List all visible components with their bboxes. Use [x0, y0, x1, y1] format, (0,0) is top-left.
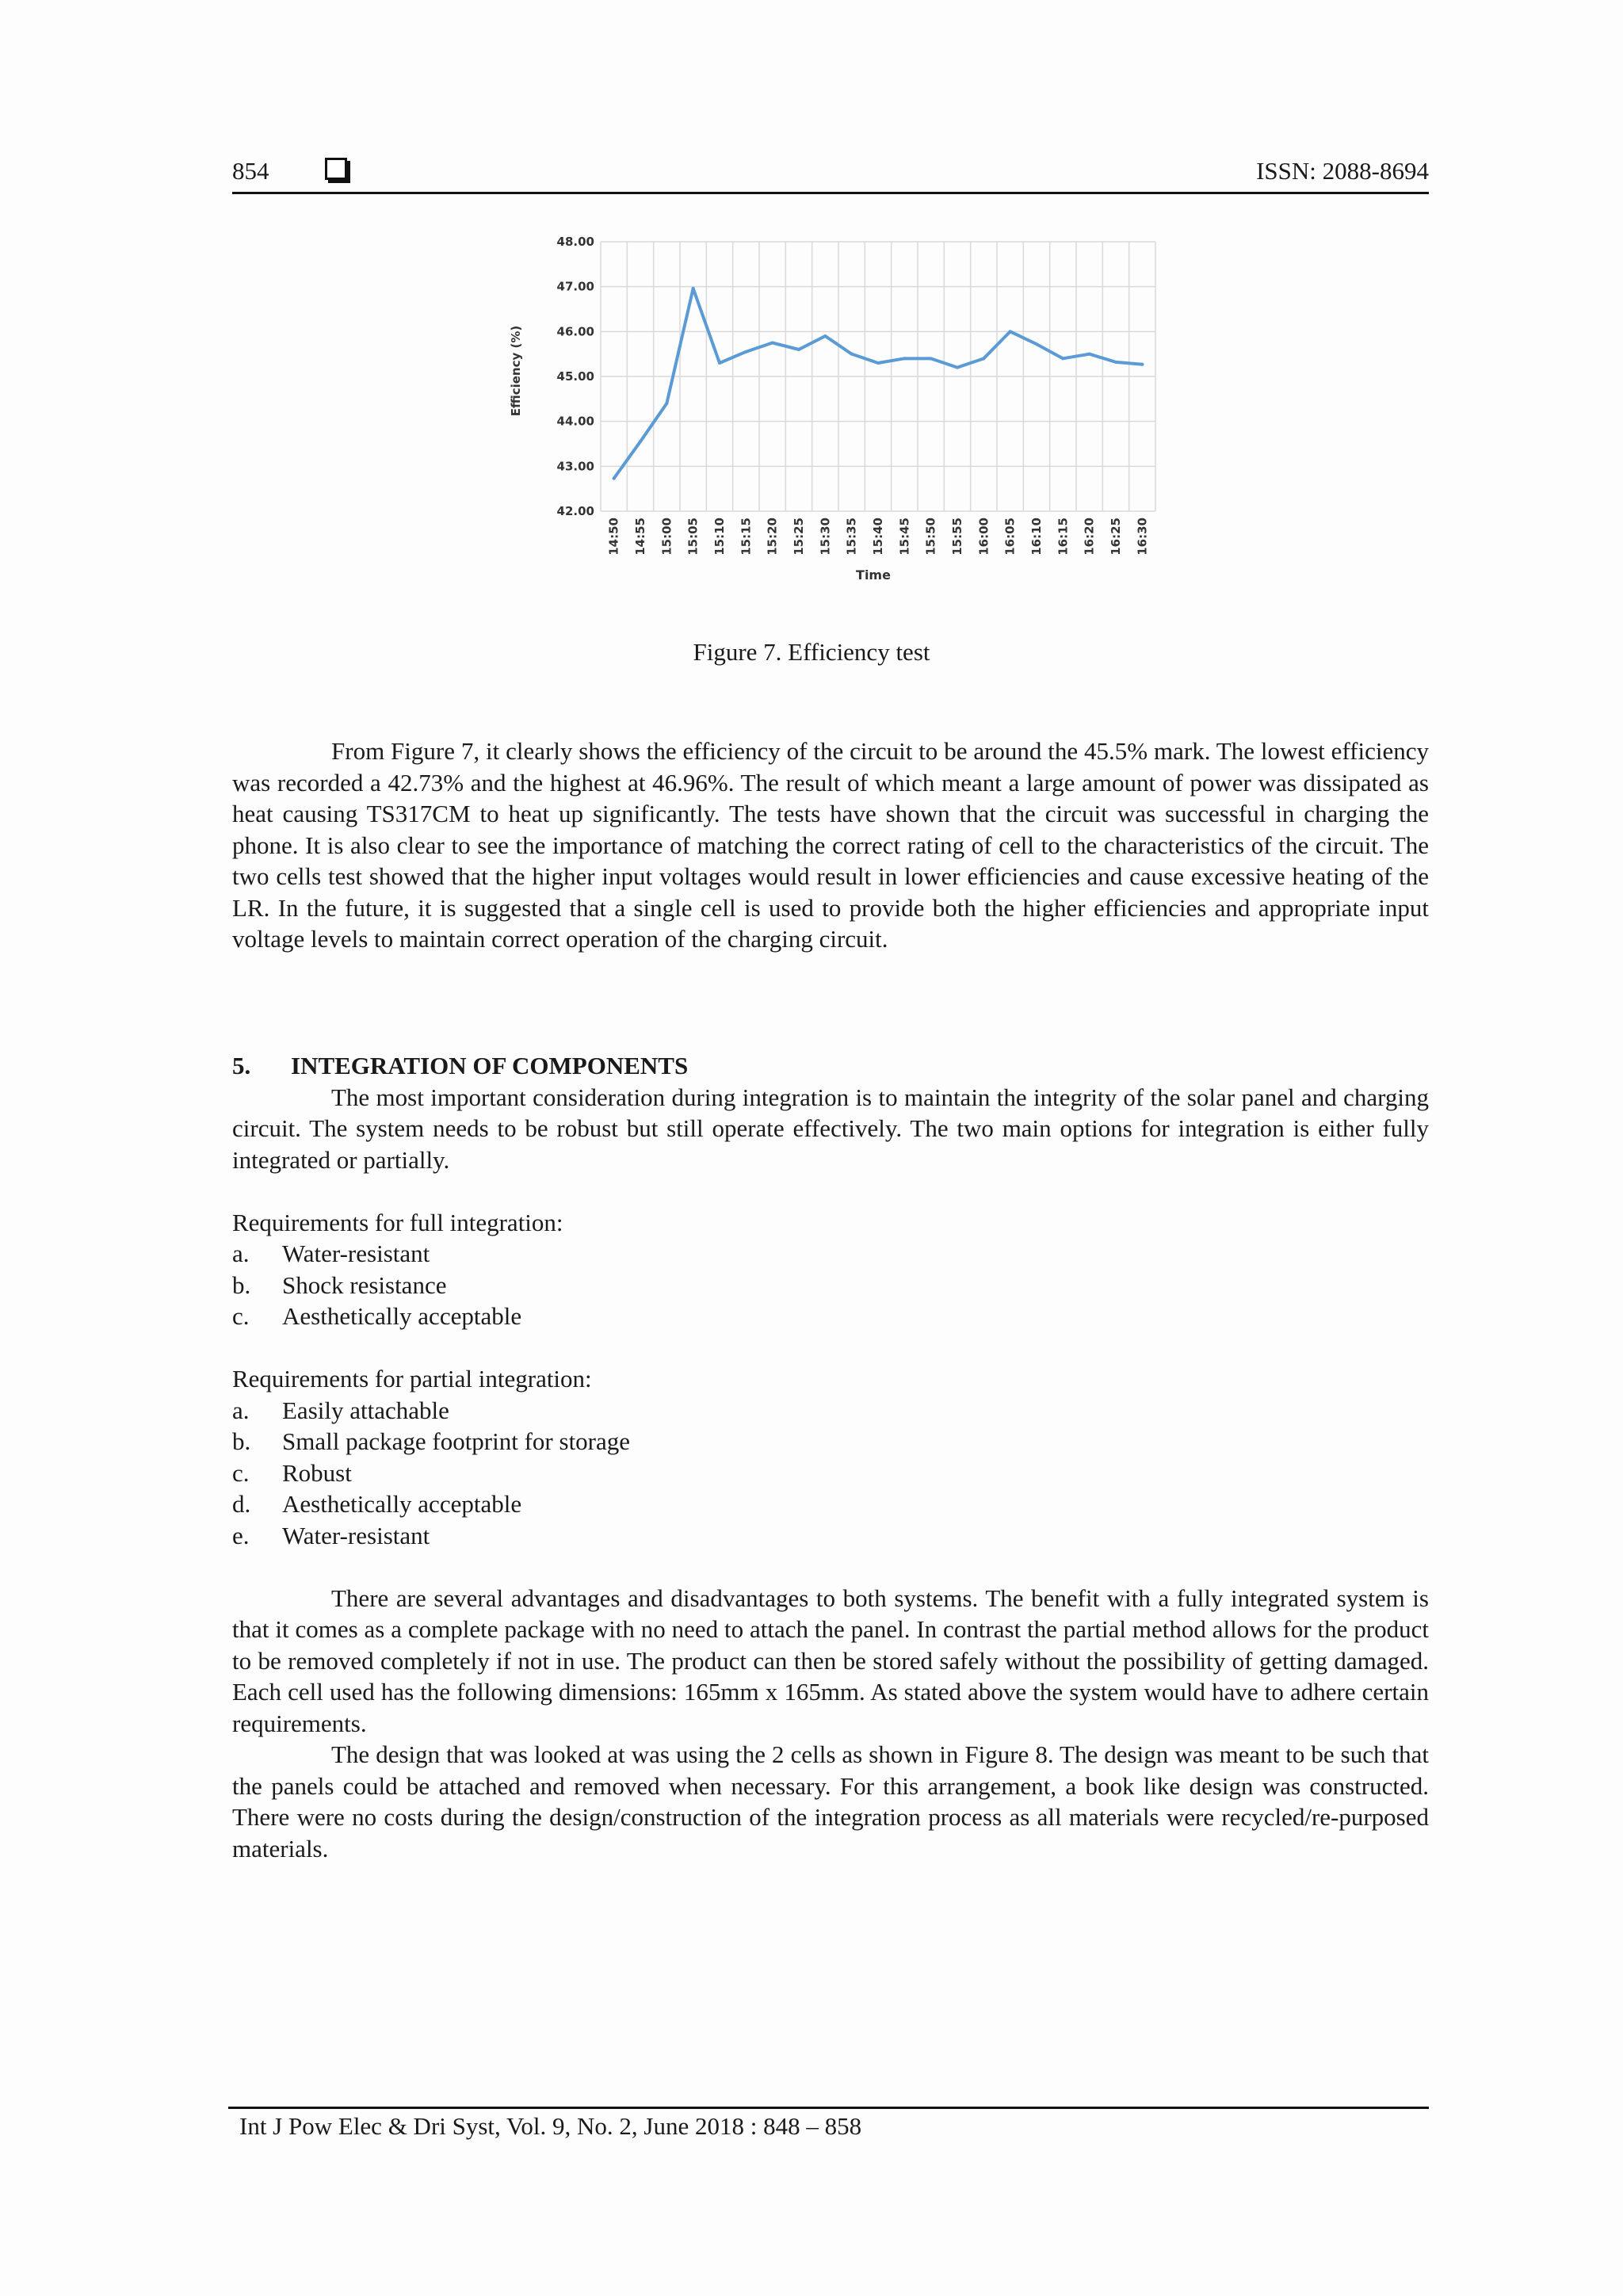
data-point [1088, 353, 1091, 356]
x-tick-label: 15:50 [923, 518, 938, 556]
list-item: b. Small package footprint for storage [232, 1427, 631, 1455]
figure-caption: Figure 7. Efficiency test [693, 638, 930, 666]
data-point [613, 477, 616, 480]
y-tick-label: 45.00 [556, 369, 594, 384]
data-point [850, 353, 854, 356]
x-tick-label: 15:55 [950, 518, 964, 556]
data-point [876, 361, 880, 365]
list-item: c. Robust [232, 1458, 352, 1487]
data-point [771, 342, 774, 345]
x-axis-label: Time [856, 567, 891, 583]
data-point [665, 402, 668, 405]
x-tick-labels [607, 518, 1150, 556]
data-point [930, 357, 933, 360]
data-point [1035, 342, 1038, 346]
y-tick-label: 44.00 [556, 414, 594, 429]
issn-label: ISSN: 2088-8694 [1256, 157, 1429, 185]
x-tick-label: 15:35 [844, 518, 859, 556]
x-tick-label: 15:05 [685, 518, 701, 556]
paragraph-text: There are several advantages and disadvantages to both systems. The benefit with a fully integrated system is that it comes as a complete package with no need to attach the panel. In contrast the partial method allows for the product to be removed completely if not in use. The product can then be stored safely without the possibility of getting damaged. Each cell used has the following dimensions: 165mm x 165mm. As stated above the system would have to adhere certain requirements. [232, 1584, 1429, 1737]
x-tick-label: 15:30 [818, 518, 833, 556]
page-header [232, 152, 1429, 193]
x-tick-label: 16:05 [1002, 518, 1018, 556]
section-title: INTEGRATION OF COMPONENTS [291, 1052, 689, 1079]
list-item: d. Aesthetically acceptable [232, 1490, 522, 1518]
y-tick-label: 47.00 [556, 279, 594, 294]
data-point [823, 334, 827, 338]
data-point [903, 357, 906, 360]
efficiency-series-line [614, 288, 1143, 479]
footer-citation: Int J Pow Elec & Dri Syst, Vol. 9, No. 2, June 2018 : 848 – 858 [239, 2112, 862, 2140]
x-tick-label: 15:10 [712, 518, 727, 556]
data-point [1114, 361, 1117, 364]
data-point [982, 357, 985, 360]
data-point [1061, 357, 1064, 360]
chart-grid [601, 242, 1155, 511]
y-tick-labels [557, 235, 594, 518]
partial-integration-heading: Requirements for partial integration: [232, 1365, 592, 1392]
x-tick-label: 15:40 [871, 518, 885, 556]
section-heading [232, 1050, 1429, 1082]
paragraph-text: From Figure 7, it clearly shows the efficiency of the circuit to be around the 45.5% mark. The lowest efficiency was recorded a 42.73% and the highest at 46.96%. The result of which meant a large amount of power was dissipated as heat causing TS317CM to heat up significantly. The tests have shown that the circuit was successful in charging the phone. It is also clear to see the importance of matching the correct rating of cell to the characteristics of the circuit. The two cells test showed that the higher input voltages would result in lower efficiencies and cause excessive heating of the LR. In the future, it is suggested that a single cell is used to provide both the higher efficiencies and appropriate input voltage levels to maintain correct operation of the charging circuit. [232, 737, 1429, 953]
x-tick-label: 16:25 [1109, 518, 1123, 556]
list-item: a. Easily attachable [232, 1396, 449, 1424]
series-layer [613, 287, 1144, 480]
x-tick-label: 14:50 [606, 518, 621, 556]
full-integration-heading: Requirements for full integration: [232, 1208, 563, 1236]
paragraph-results [232, 735, 1429, 955]
data-point [1009, 330, 1012, 333]
data-point [797, 348, 800, 351]
page-number: 854 [232, 157, 269, 185]
x-tick-label: 15:20 [765, 518, 780, 556]
x-tick-label: 15:25 [792, 518, 806, 556]
y-tick-label: 48.00 [556, 235, 594, 249]
x-tick-label: 16:00 [976, 518, 991, 556]
data-point [718, 361, 721, 365]
data-point [956, 366, 959, 369]
list-item: e. Water-resistant [232, 1521, 430, 1549]
list-item: c. Aesthetically acceptable [232, 1302, 522, 1330]
y-axis-label: Efficiency (%) [509, 325, 523, 417]
x-tick-label: 14:55 [633, 518, 647, 556]
list-item: b. Shock resistance [232, 1270, 447, 1299]
paragraph-text: The most important consideration during integration is to maintain the integrity of the solar panel and charging circuit. The system needs to be robust but still operate effectively. The two main options for integration is either fully integrated or partially. [232, 1083, 1429, 1174]
x-tick-label: 16:20 [1082, 518, 1097, 556]
page-footer [228, 2107, 1429, 2141]
x-tick-label: 15:00 [659, 518, 674, 556]
x-tick-label: 15:15 [739, 518, 754, 556]
section-integration [232, 1050, 1429, 1864]
x-tick-label: 16:30 [1135, 518, 1150, 556]
y-tick-label: 43.00 [556, 459, 594, 474]
x-tick-label: 15:45 [897, 518, 912, 556]
data-point [744, 350, 747, 353]
section-number: 5. [232, 1052, 251, 1079]
header-rule [232, 192, 1429, 194]
efficiency-chart [507, 224, 1165, 597]
y-tick-label: 46.00 [556, 324, 594, 339]
footer-rule [228, 2107, 1429, 2109]
paragraph-text: The design that was looked at was using the 2 cells as shown in Figure 8. The design was meant to be such that the panels could be attached and removed when necessary. For this arrangement, a book like design was constructed. There were no costs during the design/construction of the integration process as all materials were recycled/re-purposed materials. [232, 1740, 1429, 1862]
data-point [639, 440, 642, 443]
list-item: a. Water-resistant [232, 1240, 430, 1267]
data-point [1140, 363, 1144, 366]
y-tick-label: 42.00 [556, 504, 594, 518]
data-point [692, 287, 695, 290]
box-bullet-icon [325, 158, 347, 180]
x-tick-label: 16:10 [1029, 518, 1044, 556]
x-tick-label: 16:15 [1056, 518, 1071, 556]
